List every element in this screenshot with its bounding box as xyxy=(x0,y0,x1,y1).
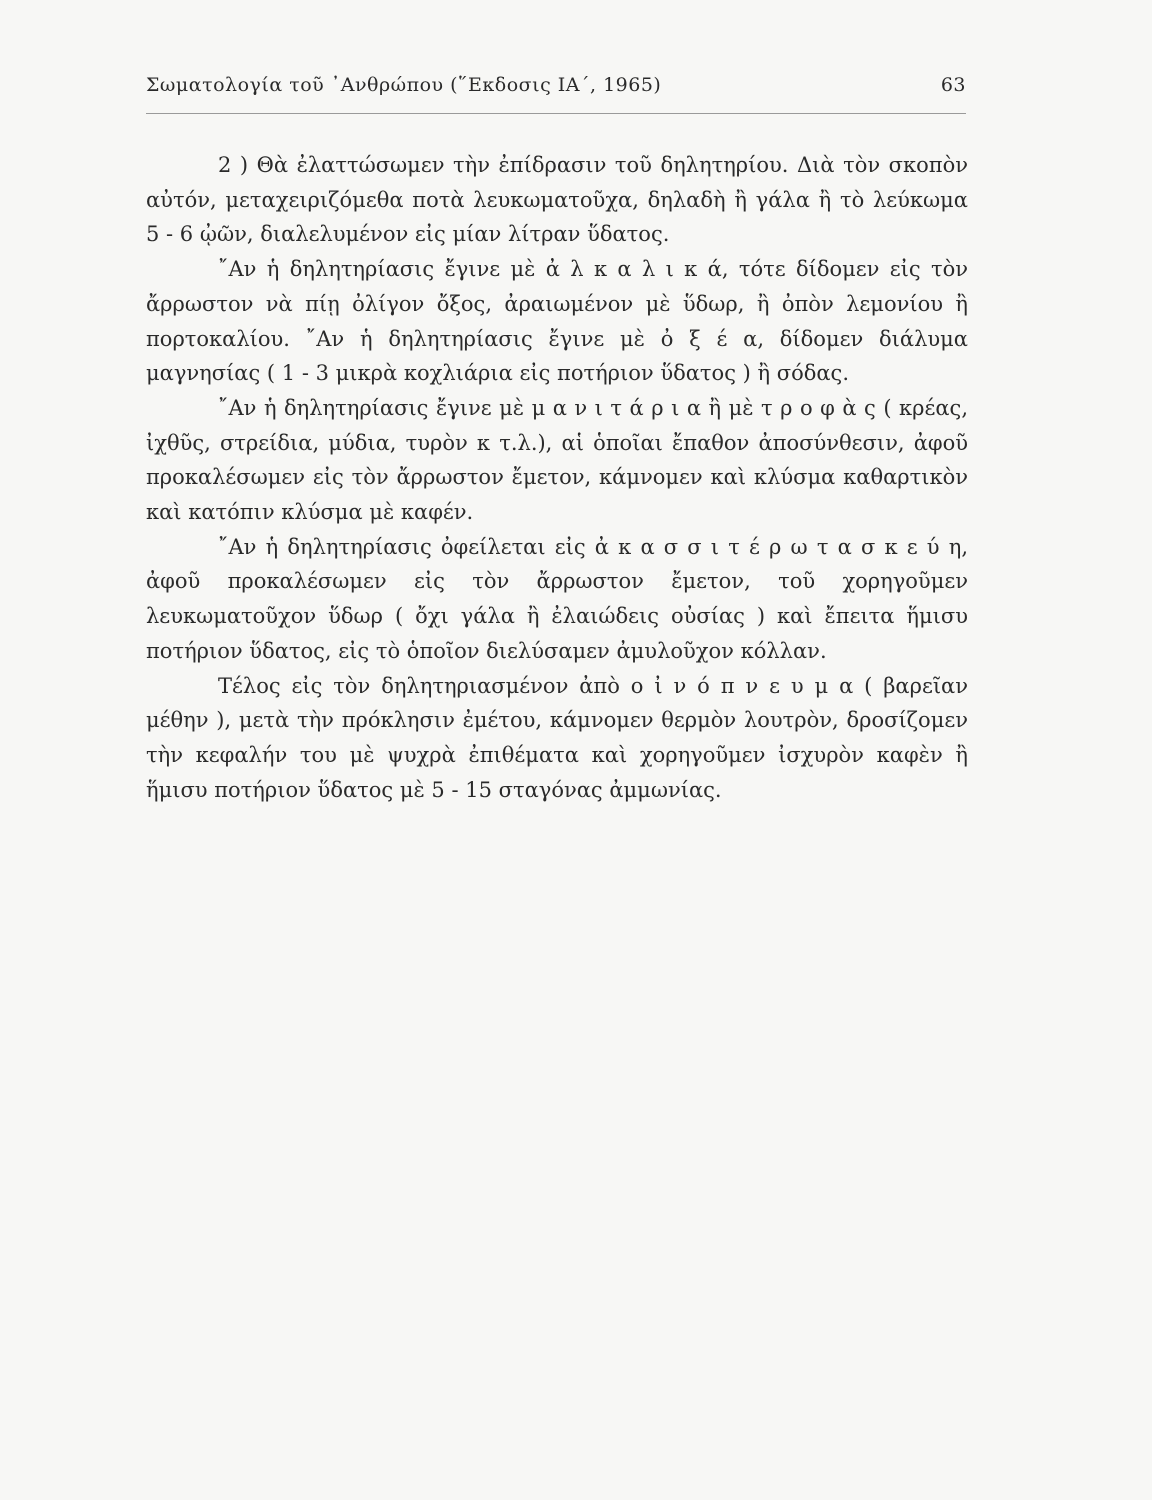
header-rule xyxy=(146,113,966,114)
paragraph: ῎Αν ἡ δηλητηρίασις ἔγινε μὲ μ α ν ι τ ά ρ ι α ἢ μὲ τ ρ ο φ ὰ ς ( κρέας, ἰχθῦς, στρείδια, μύδια, τυρὸν κ τ.λ.), αἱ ὁποῖαι ἔπαθον ἀποσύνθεσιν, ἀφοῦ προκαλέσωμεν εἰς τὸν ἄρρωστον ἔμετον, κάμνομεν καὶ κλύσμα καθαρτικὸν καὶ κατόπιν κλύσμα μὲ καφέν. xyxy=(146,395,968,525)
running-title: Σωματολογία τοῦ ᾿Ανθρώπου (῞Εκδοσις ΙΑ΄, 1965) xyxy=(146,74,662,96)
paragraph: Τέλος εἰς τὸν δηλητηριασμένον ἀπὸ ο ἰ ν ό π ν ε υ μ α ( βαρεῖαν μέθην ), μετὰ τὴν πρόκλησιν ἐμέτου, κάμνομεν θερμὸν λουτρὸν, δροσίζομεν τὴν κεφαλήν του μὲ ψυχρὰ ἐπιθέματα καὶ χορηγοῦμεν ἰσχυρὸν καφὲν ἢ ἥμισυ ποτήριον ὕδατος μὲ 5 - 15 σταγόνας ἀμμωνίας. xyxy=(146,673,968,802)
paragraph: ῎Αν ἡ δηλητηρίασις ἔγινε μὲ ἀ λ κ α λ ι κ ά, τότε δίδομεν εἰς τὸν ἄρρωστον νὰ πίῃ ὀλίγον ὄξος, ἀραιωμένον μὲ ὕδωρ, ἢ ὀπὸν λεμονίου ἢ πορτοκαλίου. ῎Αν ἡ δηλητηρίασις ἔγινε μὲ ὀ ξ έ α, δίδομεν διάλυμα μαγνησίας ( 1 - 3 μικρὰ κοχλιάρια εἰς ποτήριον ὕδατος ) ἢ σόδας. xyxy=(146,257,968,386)
running-head xyxy=(146,74,966,104)
body-text xyxy=(146,148,968,807)
paragraph: 2 ) Θὰ ἐλαττώσωμεν τὴν ἐπίδρασιν τοῦ δηλητηρίου. Διὰ τὸν σκοπὸν αὐτόν, μεταχειριζόμεθα ποτὰ λευκωματοῦχα, δηλαδὴ ἢ γάλα ἢ τὸ λεύκωμα 5 - 6 ᾠῶν, διαλελυμένον εἰς μίαν λίτραν ὕδατος. xyxy=(146,153,968,247)
page-number: 63 xyxy=(940,74,966,96)
paragraph: ῎Αν ἡ δηλητηρίασις ὀφείλεται εἰς ἀ κ α σ σ ι τ έ ρ ω τ α σ κ ε ύ η, ἀφοῦ προκαλέσωμεν εἰς τὸν ἄρρωστον ἔμετον, τοῦ χορηγοῦμεν λευκωματοῦχον ὕδωρ ( ὄχι γάλα ἢ ἐλαιώδεις οὐσίας ) καὶ ἔπειτα ἥμισυ ποτήριον ὕδατος, εἰς τὸ ὁποῖον διελύσαμεν ἀμυλοῦχον κόλλαν. xyxy=(146,534,968,663)
